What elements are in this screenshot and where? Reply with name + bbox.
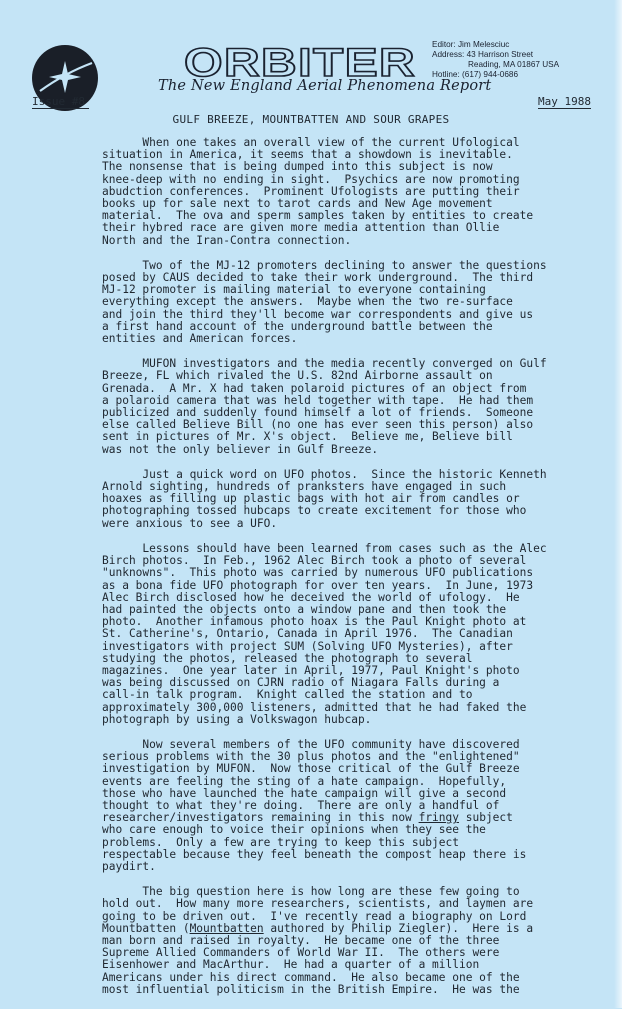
article-paragraph: Two of the MJ-12 promoters declining to answer the questions posed by CAUS decided to take their work underground. The third MJ-12 promoter is mailing material to everyone containing everything except the answers. Maybe when the two re-surface and join the third they'll become war correspondents and give us a first hand account of the underground battle between the entities and American forces. [102,258,547,346]
article-paragraph: When one takes an overall view of the current Ufological situation in America, it seems that a showdown is inevitable. The nonsense that is being dumped into this subject is now knee-deep with no ending in sight. Psychics are now promoting abudction conferences. Prominent Ufologists are putting their books up for sale next to tarot cards and New Age movement material. The ova and sperm samples taken by entities to create their hybred race are given more media attention than Ollie North and the Iran-Contra connection. [102,136,534,247]
article-paragraph: MUFON investigators and the media recently converged on Gulf Breeze, FL which rivaled the U.S. 82nd Airborne assault on Grenada. A Mr. X had taken polaroid pictures of an object from a polaroid camera that was held together with tape. He had them publicized and suddenly found himself a lot of friends. Someone else called Believe Bill (no one has ever seen this person) also sent in pictures of Mr. X's object. Believe me, Believe bill was not the only believer in Gulf Breeze. [102,357,547,456]
editor-address-city: Reading, MA 01867 USA [468,60,560,69]
article-paragraph: The big question here is how long are these few going to hold out. How many more researchers, scientists, and laymen are going to be driven out. I've recently read a biography on Lord Mountbatten (Mountbatten authored by Philip Ziegler). Here is a man born and raised in royalty. He became one of the three Supreme Allied Commanders of World War II. The others were Eisenhower and MacArthur. He had a quarter of a million Americans under his direct command. He also became one of the most influential politicism in the British Empire. He was the [102,885,534,996]
page-edge [614,0,622,1008]
issue-number: Issue #8 [32,95,89,109]
article-paragraph: Just a quick word on UFO photos. Since the historic Kenneth Arnold sighting, hundreds of pranksters have engaged in such hoaxes as filling up plastic bags with hot air from candles or photographing tossed hubcaps to create excitement for those who were anxious to see a UFO. [102,467,547,530]
editor-info [432,40,559,80]
editor-address: Address: 43 Harrison Street [432,50,534,59]
issue-date: May 1988 [538,95,591,108]
article-paragraph: Lessons should have been learned from cases such as the Alec Birch photos. In Feb., 1962 Alec Birch took a photo of several "unknowns". This photo was carried by numerous UFO publications as a bona fide UFO photograph for over ten years. In June, 1973 Alec Birch disclosed how he deceived the world of ufology. He had painted the objects onto a window pane and then took the photo. Another infamous photo hoax is the Paul Knight photo at St. Catherine's, Ontario, Canada in April 1976. The Canadian investigators with project SUM (Solving UFO Mysteries), after studying the photos, released the photograph to several magazines. One year later in April, 1977, Paul Knight's photo was being discussed on CJRN radio of Niagara Falls during a call-in talk program. Knight called the station and to approximately 300,000 listeners, admitted that he had faked the photograph by using a Volkswagon hubcap. [102,541,547,726]
editor-hotline: Hotline: (617) 944-0686 [432,70,519,79]
masthead-subtitle: The New England Aerial Phenomena Report [158,78,492,94]
masthead-title-text: ORBITER [184,41,416,85]
article-body [102,137,572,1009]
article-headline: GULF BREEZE, MOUNTBATTEN AND SOUR GRAPES [172,113,450,126]
article-paragraph: Now several members of the UFO community have discovered serious problems with the 30 plus photos and the "enlightened" investigation by MUFON. Now those critical of the Gulf Breeze events are feeling the sting of a hate campaign. Hopefully, those who have launched the hate campaign will give a second thought to what they're doing. There are only a handful of researcher/investigators remaining in this now fringy subject who care enough to voice their opinions when they see the problems. Only a few are trying to keep this subject respectable because they feel beneath the compost heap there is paydirt. [102,737,527,873]
editor-name: Editor: Jim Melesciuc [432,40,510,49]
